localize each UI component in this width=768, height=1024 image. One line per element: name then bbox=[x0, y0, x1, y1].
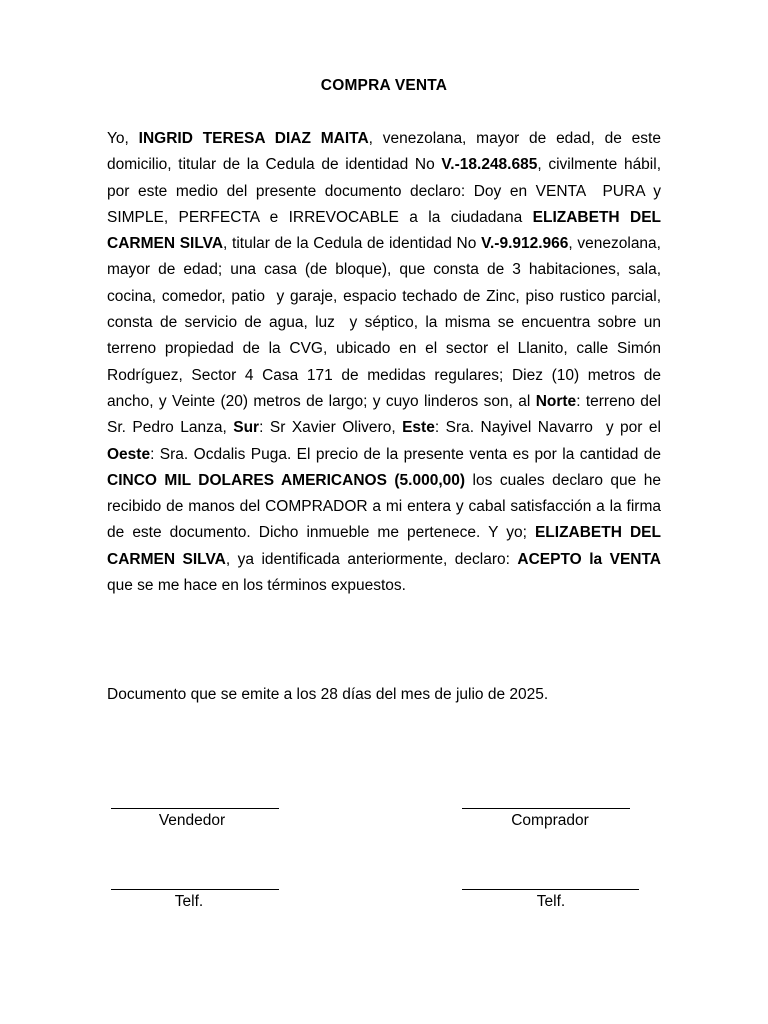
signature-label-vendedor: Vendedor bbox=[158, 812, 226, 829]
phone-line bbox=[462, 889, 639, 890]
body-bold-run: CINCO MIL DOLARES AMERICANOS (5.000,00) bbox=[107, 471, 466, 489]
body-text-run: : terreno del Sr. Pedro Lanza, bbox=[107, 392, 666, 437]
body-text-run: Yo, bbox=[107, 130, 139, 147]
signature-comprador bbox=[461, 808, 631, 830]
body-bold-run: INGRID TERESA DIAZ MAITA bbox=[138, 130, 369, 147]
body-text-run: : Sr Xavier Olivero, bbox=[259, 419, 403, 437]
body-text-run: que se me hace en los términos expuestos. bbox=[107, 550, 666, 595]
body-text-run: : Sra. Nayivel Navarro y por el bbox=[434, 419, 666, 437]
phone-label-vendedor: Telf. bbox=[174, 893, 204, 910]
body-bold-run: ELIZABETH DEL CARMEN SILVA bbox=[107, 524, 666, 568]
body-text-run: , venezolana, mayor de edad; una casa (de bloque), que consta de 3 habitaciones, sala, cocina, comedor, patio y garaje, espacio techado de Zinc, piso rustico parcial, consta de servicio de agua, luz y séptico, la misma se encuentra sobre un terreno propiedad de la CVG, ubicado en el sector el Llanito, calle Simón Rodríguez, Sector 4 Casa 171 de medidas regulares; Diez (10) metros de ancho, y Veinte (20) metros de largo; y cuyo linderos son, al bbox=[107, 235, 666, 410]
body-text-run: los cuales declaro que he recibido de manos del COMPRADOR a mi entera y cabal satisfacción a la firma de este documento. Dicho inmueble me pertenece. Y yo; bbox=[107, 471, 666, 542]
body-text-run: , venezolana, mayor de edad, de este domicilio, titular de la Cedula de identidad No bbox=[107, 130, 666, 174]
document-title: COMPRA VENTA bbox=[320, 77, 448, 94]
document-closing: Documento que se emite a los 28 días del mes de julio de 2025. bbox=[107, 686, 549, 703]
document-body bbox=[107, 126, 666, 599]
body-bold-run: ACEPTO la VENTA bbox=[517, 550, 661, 568]
body-bold-run: ELIZABETH DEL CARMEN SILVA bbox=[107, 208, 666, 253]
body-bold-run: Norte bbox=[535, 392, 577, 410]
body-bold-run: Este bbox=[402, 419, 435, 437]
body-bold-run: Oeste bbox=[107, 445, 151, 463]
signature-line bbox=[111, 808, 279, 809]
body-bold-run: Sur bbox=[233, 419, 260, 437]
phone-line bbox=[111, 889, 279, 890]
signature-line bbox=[462, 808, 630, 809]
signature-label-comprador: Comprador bbox=[511, 812, 589, 829]
body-bold-run: V.-9.912.966 bbox=[481, 235, 569, 253]
body-text-run: , civilmente hábil, por este medio del presente documento declaro: Doy en VENTA PURA y SIMPLE, PERFECTA e IRREVOCABLE a la ciudadana bbox=[107, 156, 666, 226]
phone-field-vendedor bbox=[110, 889, 280, 911]
body-text-run: , titular de la Cedula de identidad No bbox=[223, 235, 482, 253]
body-text-run: , ya identificada anteriormente, declaro: bbox=[225, 550, 518, 568]
phone-label-comprador: Telf. bbox=[536, 893, 566, 910]
body-text-run: : Sra. Ocdalis Puga. El precio de la presente venta es por la cantidad de bbox=[150, 445, 666, 463]
phone-field-comprador bbox=[461, 889, 639, 911]
body-bold-run: V.-18.248.685 bbox=[441, 156, 538, 174]
signature-vendedor bbox=[110, 808, 280, 830]
